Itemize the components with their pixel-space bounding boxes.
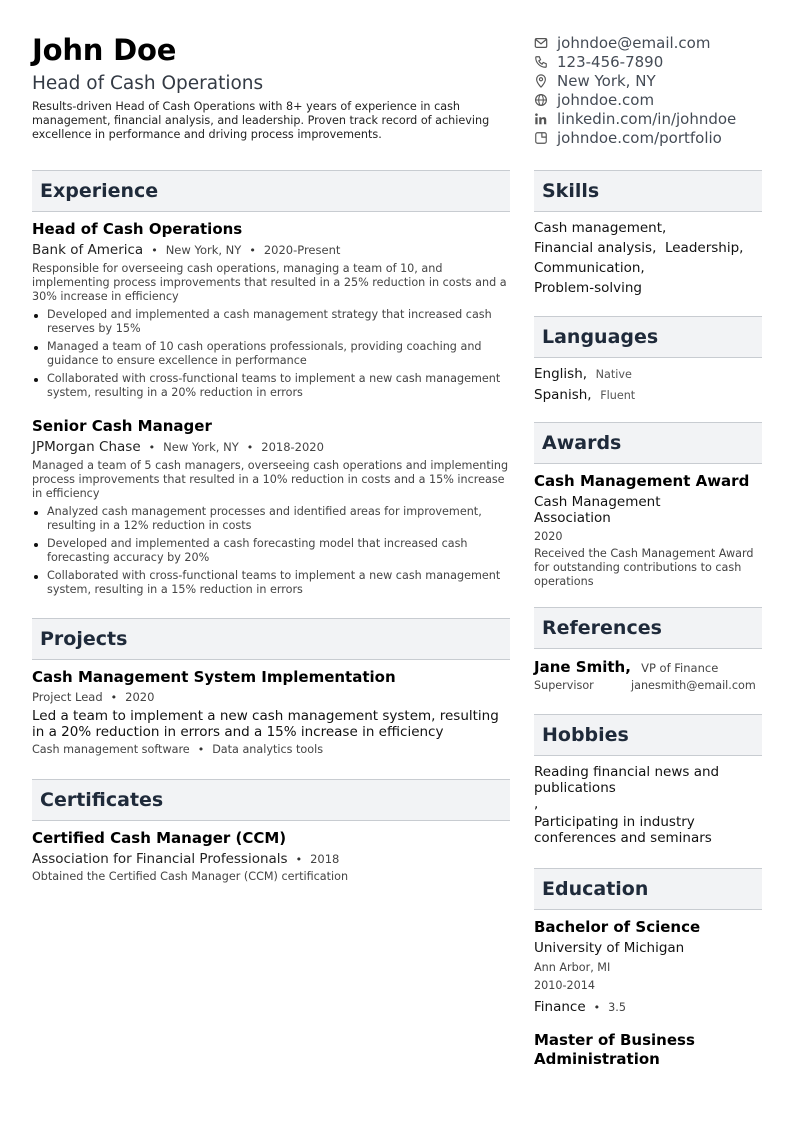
job-company: JPMorgan Chase [32, 439, 141, 455]
email-text: johndoe@email.com [557, 33, 711, 52]
award-description: Received the Cash Management Award for outstanding contributions to cash operations [534, 547, 754, 588]
references-header [534, 607, 762, 649]
education-header [534, 868, 762, 910]
contact-website[interactable] [534, 90, 774, 109]
degree: Master of Business Administration [534, 1031, 695, 1068]
reference-relation: Supervisor [534, 679, 594, 692]
languages-heading: Languages [542, 326, 659, 348]
language-name: Spanish, [534, 387, 592, 403]
job-company: Bank of America [32, 242, 144, 258]
education-heading: Education [542, 878, 649, 900]
portfolio-text: johndoe.com/portfolio [557, 128, 722, 147]
location-pin-icon [534, 74, 548, 88]
experience-heading: Experience [40, 180, 159, 202]
contact-portfolio[interactable] [534, 128, 774, 147]
linkedin-icon [534, 112, 548, 126]
job-title: Senior Cash Manager [32, 417, 212, 435]
job-entry [32, 220, 510, 404]
hobby-item: Participating in industry conferences and seminars [534, 814, 712, 846]
job-bullet: Developed and implemented a cash forecasting model that increased cash forecasting accuracy by 20% [32, 537, 510, 565]
certificate-meta: Association for Financial Professionals • 2018 [32, 851, 340, 867]
experience-header [32, 170, 510, 212]
hobbies-list [534, 764, 734, 846]
certificate-description: Obtained the Certified Cash Manager (CCM) certification [32, 870, 349, 883]
languages-header [534, 316, 762, 358]
job-bullet: Analyzed cash management processes and identified areas for improvement, resulting in a 12% reduction in costs [32, 505, 510, 533]
education-entry: Bachelor of Science University of Michigan Ann Arbor, MI 2010-2014 Finance • 3.5 [534, 918, 762, 1015]
website-text: johndoe.com [557, 90, 655, 109]
projects-heading: Projects [40, 628, 128, 650]
project-tool: Cash management software [32, 743, 190, 756]
awards-header [534, 422, 762, 464]
skills-header [534, 170, 762, 212]
skills-heading: Skills [542, 180, 600, 202]
job-description: Responsible for overseeing cash operations, managing a team of 10, and implementing process improvements that resulted in a 25% reduction in costs and a 30% increase in efficiency [32, 262, 507, 303]
portfolio-icon [534, 131, 548, 145]
education-dates: 2010-2014 [534, 979, 595, 992]
job-bullet: Managed a team of 10 cash operations professionals, providing coaching and guidance to ensure excellence in performance [32, 340, 510, 368]
education-entry [534, 1031, 762, 1069]
certificate-entry [32, 829, 510, 883]
project-year: 2020 [125, 690, 155, 704]
reference-email[interactable]: janesmith@email.com [631, 679, 756, 692]
certificates-heading: Certificates [40, 789, 164, 811]
certificate-issuer: Association for Financial Professionals [32, 851, 288, 867]
reference-entry [534, 657, 762, 692]
job-bullets [32, 505, 510, 597]
candidate-title: Head of Cash Operations [32, 73, 264, 94]
skill-item: Financial analysis, [534, 240, 657, 256]
contact-location [534, 71, 774, 90]
contact-email[interactable] [534, 33, 774, 52]
language-name: English, [534, 366, 588, 382]
projects-header [32, 618, 510, 660]
contact-list [534, 33, 774, 147]
job-location: New York, NY [163, 440, 239, 454]
envelope-icon [534, 36, 548, 50]
school-location: Ann Arbor, MI [534, 961, 611, 974]
awards-heading: Awards [542, 432, 622, 454]
contact-linkedin[interactable] [534, 109, 774, 128]
job-title: Head of Cash Operations [32, 220, 243, 238]
award-year: 2020 [534, 530, 563, 543]
field-of-study: Finance [534, 999, 586, 1015]
job-entry [32, 417, 510, 601]
job-bullets [32, 308, 510, 400]
language-level: Native [595, 368, 632, 381]
project-description: Led a team to implement a new cash management system, resulting in a 20% reduction in errors and a 15% increase in efficiency [32, 708, 499, 740]
language-level: Fluent [600, 389, 636, 402]
contact-phone[interactable] [534, 52, 774, 71]
project-meta: Project Lead • 2020 [32, 690, 155, 704]
candidate-name: John Doe [32, 33, 177, 67]
job-bullet: Collaborated with cross-functional teams to implement a new cash management system, resulting in a 15% reduction in errors [32, 569, 510, 597]
award-title: Cash Management Award [534, 472, 750, 490]
project-tools: Cash management software • Data analytics tools [32, 743, 324, 756]
project-title: Cash Management System Implementation [32, 668, 396, 686]
reference-name: Jane Smith, [534, 658, 631, 676]
gpa: 3.5 [608, 1001, 626, 1014]
summary: Results-driven Head of Cash Operations with 8+ years of experience in cash management, financial analysis, and leadership. Proven track record of achieving excellence in performance and driving process improvements. [32, 100, 490, 141]
job-dates: 2020-Present [263, 243, 341, 257]
skill-item: Cash management, [534, 220, 667, 236]
job-description: Managed a team of 5 cash managers, overseeing cash operations and implementing process improvements that resulted in a 10% reduction in costs and a 15% increase in efficiency [32, 459, 509, 500]
job-dates: 2018-2020 [261, 440, 324, 454]
globe-icon [534, 93, 548, 107]
location-text: New York, NY [557, 71, 656, 90]
reference-position: VP of Finance [641, 661, 719, 675]
award-org: Cash Management Association [534, 494, 661, 526]
phone-text: 123-456-7890 [557, 52, 664, 71]
project-entry [32, 668, 510, 756]
skill-item: Communication, [534, 260, 645, 276]
project-role: Project Lead [32, 690, 103, 704]
award-entry [534, 472, 762, 589]
hobby-item: Reading financial news and publications [534, 764, 720, 796]
job-meta: JPMorgan Chase • New York, NY • 2018-2020 [32, 439, 324, 455]
certificates-header [32, 779, 510, 821]
languages-list [534, 364, 762, 406]
skill-item: Problem-solving [534, 280, 642, 296]
language-item [534, 364, 762, 385]
language-item [534, 385, 762, 406]
skill-item: Leadership, [664, 240, 744, 256]
job-bullet: Developed and implemented a cash management strategy that increased cash reserves by 15% [32, 308, 510, 336]
hobbies-header [534, 714, 762, 756]
school: University of Michigan [534, 940, 685, 956]
phone-icon [534, 55, 548, 69]
certificate-year: 2018 [310, 852, 340, 866]
linkedin-text: linkedin.com/in/johndoe [557, 109, 737, 128]
degree: Bachelor of Science [534, 918, 701, 936]
project-tool: Data analytics tools [212, 743, 324, 756]
job-bullet: Collaborated with cross-functional teams to implement a new cash management system, resulting in a 20% reduction in errors [32, 372, 510, 400]
job-location: New York, NY [165, 243, 242, 257]
hobbies-heading: Hobbies [542, 724, 629, 746]
hobby-separator: , [534, 796, 539, 812]
references-heading: References [542, 617, 662, 639]
skills-list [534, 218, 762, 298]
job-meta: Bank of America • New York, NY • 2020-Present [32, 242, 341, 258]
certificate-title: Certified Cash Manager (CCM) [32, 829, 287, 847]
